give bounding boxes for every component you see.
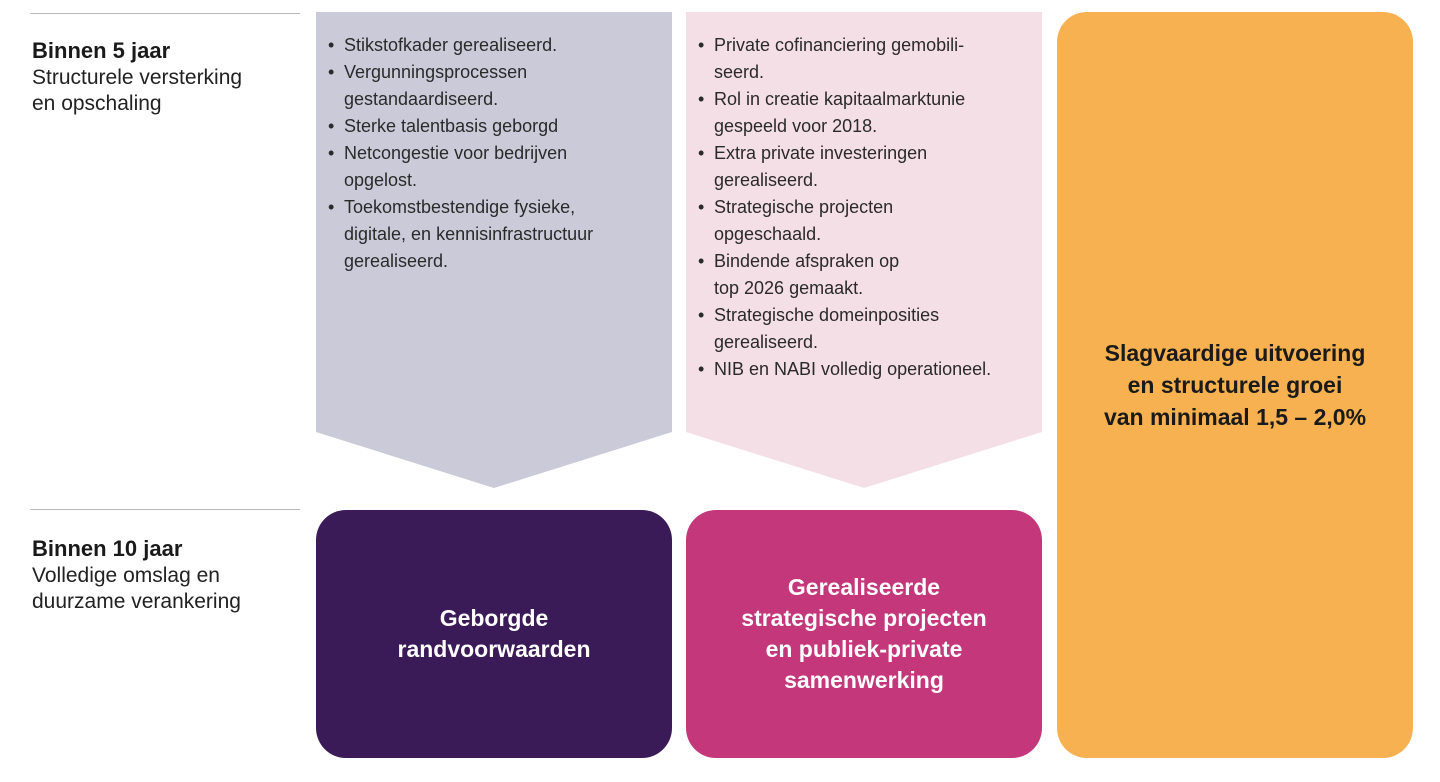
bullet-item: [696, 194, 1034, 248]
divider-row-1: [30, 13, 300, 14]
bullet-item: [326, 113, 664, 140]
bullet-line: • Private cofinanciering gemobili-: [714, 35, 965, 55]
bullet-line: gerealiseerd.: [714, 332, 819, 352]
row-title: Binnen 5 jaar: [32, 38, 171, 63]
bullet-line: gerealiseerd.: [714, 170, 819, 190]
row-subtitle-line: Structurele versterking: [32, 66, 243, 89]
final-line: van minimaal 1,5 – 2,0%: [1103, 404, 1367, 430]
bullet-item: [326, 32, 664, 59]
outcome-line: samenwerking: [784, 667, 944, 693]
bullet-item: [696, 86, 1034, 140]
bullet-item: [696, 248, 1034, 302]
bullet-line: gespeeld voor 2018.: [714, 116, 878, 136]
bullet-line: • Strategische projecten: [714, 197, 894, 217]
bullet-list-1: [326, 32, 664, 275]
bullet-line: opgelost.: [344, 170, 418, 190]
final-outcome-box: [1057, 12, 1413, 758]
bullet-item: [696, 140, 1034, 194]
outcome-box-randvoorwaarden: [316, 510, 672, 758]
bullet-line: gestandaardiseerd.: [344, 89, 499, 109]
bullet-line: top 2026 gemaakt.: [714, 278, 864, 298]
row-subtitle-line: Volledige omslag en: [32, 564, 220, 587]
bullet-item: [326, 194, 664, 275]
chevron-column-2: [686, 12, 1042, 488]
bullet-item: [326, 140, 664, 194]
bullet-line: • Bindende afspraken op: [714, 251, 900, 271]
outcome-line: Geborgde: [439, 605, 549, 631]
bullet-line: • NIB en NABI volledig operationeel.: [714, 359, 992, 379]
chevron-column-1: [316, 12, 672, 488]
bullet-item: [696, 356, 1034, 383]
outcome-box-projecten: [686, 510, 1042, 758]
outcome-line: Gerealiseerde: [787, 574, 941, 600]
row-title: Binnen 10 jaar: [32, 536, 183, 561]
bullet-line: digitale, en kennisinfrastructuur: [344, 224, 594, 244]
outcome-line: en publiek-private: [765, 636, 963, 662]
bullet-item: [696, 32, 1034, 86]
bullet-line: • Stikstofkader gerealiseerd.: [344, 35, 558, 55]
bullet-item: [326, 59, 664, 113]
outcome-line: randvoorwaarden: [397, 636, 591, 662]
bullet-item: [696, 302, 1034, 356]
bullet-line: • Netcongestie voor bedrijven: [344, 143, 568, 163]
bullet-line: • Extra private investeringen: [714, 143, 928, 163]
outcome-line: strategische projecten: [741, 605, 987, 631]
row-label-5-years: [32, 36, 302, 117]
row-label-10-years: [32, 534, 302, 615]
bullet-line: • Strategische domeinposities: [714, 305, 940, 325]
bullet-line: • Sterke talentbasis geborgd: [344, 116, 559, 136]
row-subtitle-line: en opschaling: [32, 92, 162, 115]
bullet-line: opgeschaald.: [714, 224, 822, 244]
bullet-line: • Vergunningsprocessen: [344, 62, 528, 82]
bullet-line: gerealiseerd.: [344, 251, 449, 271]
bullet-line: • Rol in creatie kapitaalmarktunie: [714, 89, 966, 109]
row-subtitle-line: duurzame verankering: [32, 590, 241, 613]
final-line: Slagvaardige uitvoering: [1104, 340, 1366, 366]
bullet-list-2: [696, 32, 1034, 383]
divider-row-2: [30, 509, 300, 510]
final-line: en structurele groei: [1127, 372, 1343, 398]
bullet-line: seerd.: [714, 62, 765, 82]
bullet-line: • Toekomstbestendige fysieke,: [344, 197, 576, 217]
